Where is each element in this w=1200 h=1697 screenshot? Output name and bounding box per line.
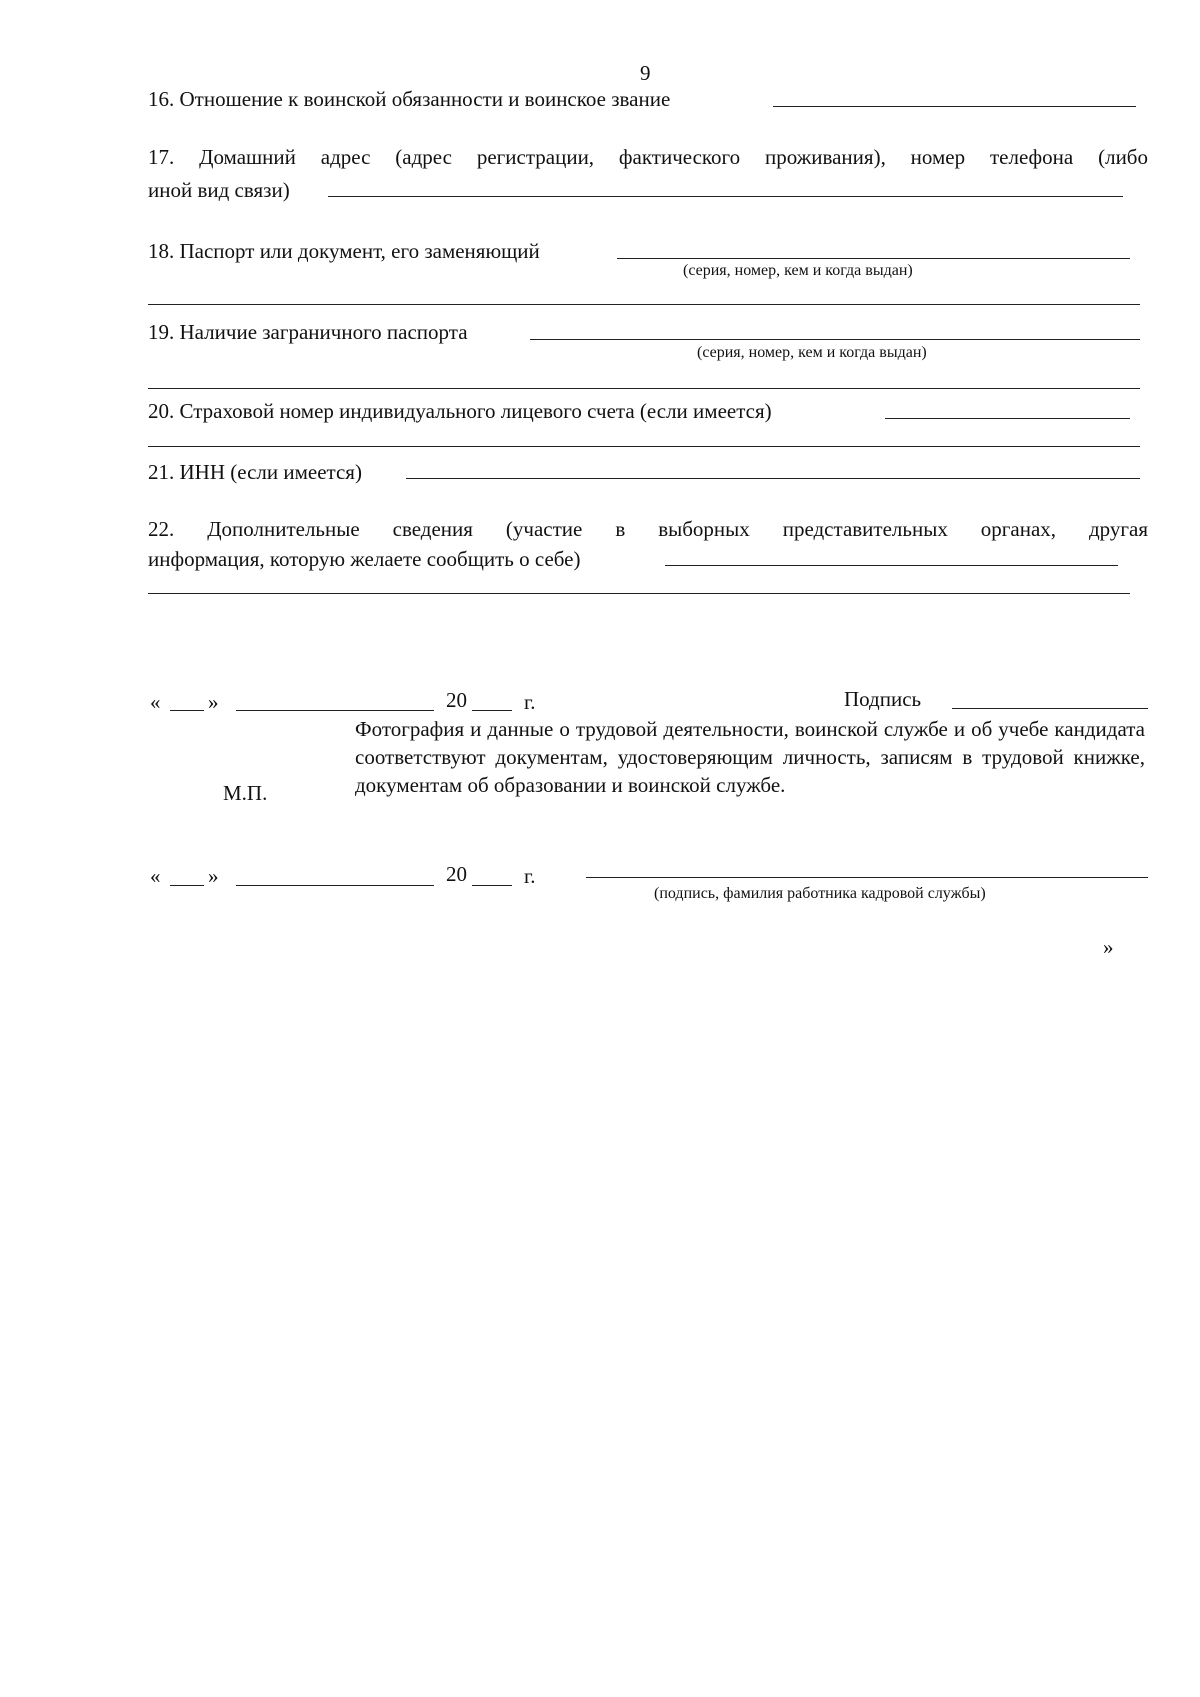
closing-quote: » (1103, 935, 1114, 959)
date1-year-prefix: 20 (446, 688, 467, 712)
signature-label: Подпись (844, 687, 922, 711)
hr-signature-hint: (подпись, фамилия работника кадровой службы) (654, 885, 986, 902)
date2-year-suffix: г. (524, 864, 536, 888)
item-22-field-continuation[interactable] (148, 593, 1130, 594)
item-16-field[interactable] (773, 106, 1136, 107)
item-18-field[interactable] (617, 258, 1130, 259)
item-20-field[interactable] (885, 418, 1130, 419)
item-18-field-continuation[interactable] (148, 304, 1140, 305)
date2-year-field[interactable] (472, 885, 512, 886)
item-22-field[interactable] (665, 565, 1118, 566)
item-16-label: 16. Отношение к воинской обязанности и воинское звание (148, 87, 671, 111)
date1-year-suffix: г. (524, 690, 536, 714)
page-number: 9 (640, 61, 651, 85)
verification-text: Фотография и данные о трудовой деятельности, воинской службе и об учебе кандидата соответствуют документам, удостоверяющим личность, записям в трудовой книжке, документам об образовании и воинской службе. (355, 717, 1145, 797)
date1-year-field[interactable] (472, 710, 512, 711)
item-20-label: 20. Страховой номер индивидуального лицевого счета (если имеется) (148, 399, 772, 423)
item-20-field-continuation[interactable] (148, 446, 1140, 447)
item-17-line2: иной вид связи) (148, 178, 290, 202)
date2-year-prefix: 20 (446, 862, 467, 886)
item-19-hint: (серия, номер, кем и когда выдан) (697, 344, 927, 361)
date1-day-field[interactable] (170, 710, 204, 711)
date2-quote-close: » (208, 864, 219, 888)
stamp-label: М.П. (223, 781, 268, 805)
date2-day-field[interactable] (170, 885, 204, 886)
item-22-line2: информация, которую желаете сообщить о себе) (148, 547, 581, 571)
date1-quote-open: « (150, 690, 161, 714)
item-19-label: 19. Наличие заграничного паспорта (148, 320, 468, 344)
signature-field[interactable] (952, 708, 1148, 709)
hr-signature-field[interactable] (586, 877, 1148, 878)
item-18-hint: (серия, номер, кем и когда выдан) (683, 262, 913, 279)
item-19-field-continuation[interactable] (148, 388, 1140, 389)
date1-month-field[interactable] (236, 710, 434, 711)
item-22-line1: 22. Дополнительные сведения (участие в выборных представительных органах, другая (148, 517, 1148, 541)
item-19-field[interactable] (530, 339, 1140, 340)
item-21-field[interactable] (406, 478, 1140, 479)
date2-month-field[interactable] (236, 885, 434, 886)
item-17-field[interactable] (328, 196, 1123, 197)
item-18-label: 18. Паспорт или документ, его заменяющий (148, 239, 540, 263)
item-17-line1: 17. Домашний адрес (адрес регистрации, фактического проживания), номер телефона (либо (148, 145, 1148, 169)
item-21-label: 21. ИНН (если имеется) (148, 460, 362, 484)
date2-quote-open: « (150, 864, 161, 888)
date1-quote-close: » (208, 690, 219, 714)
